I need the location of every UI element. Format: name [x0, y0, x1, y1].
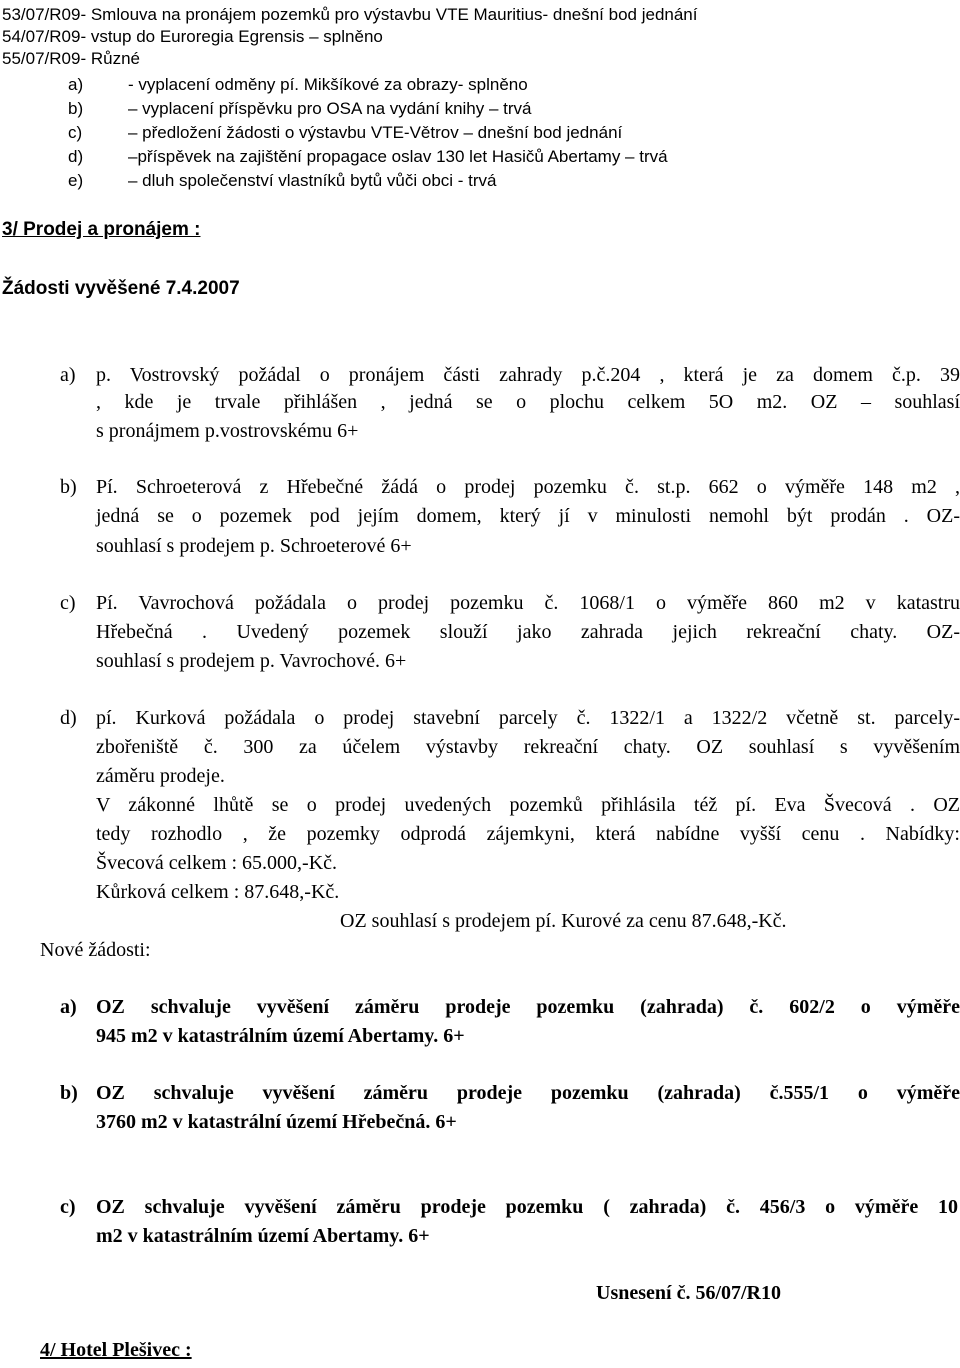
new-request-b-marker: b)	[60, 1082, 78, 1104]
misc-item-c: – předložení žádosti o výstavbu VTE-Větrov – dnešní bod jednání	[128, 123, 623, 142]
misc-marker-d: d)	[68, 147, 84, 166]
request-c-line-2: Hřebečná . Uvedený pozemek slouží jako zahrada jejich rekreační chaty. OZ-	[96, 621, 960, 643]
misc-marker-c: c)	[68, 123, 83, 142]
request-b-line-2: jedná se o pozemek pod jejím domem, který jí v minulosti nemohl být prodán . OZ-	[96, 505, 960, 527]
misc-marker-e: e)	[68, 171, 84, 190]
new-request-c-marker: c)	[60, 1196, 76, 1218]
request-d-line-4: V zákonné lhůtě se o prodej uvedených pozemků přihlásila též pí. Eva Švecová . OZ	[96, 794, 960, 816]
request-d-line-5: tedy rozhodlo , že pozemky odprodá zájemkyni, která nabídne vyšší cenu . Nabídky:	[96, 823, 960, 845]
request-a-line-2: , kde je trvale přihlášen , jedná se o plochu celkem 5O m2. OZ – souhlasí	[96, 391, 960, 413]
request-b-marker: b)	[60, 476, 77, 498]
request-d-line-6: Švecová celkem : 65.000,-Kč.	[96, 852, 338, 874]
misc-marker-a: a)	[68, 75, 84, 94]
request-c-line-1: Pí. Vavrochová požádala o prodej pozemku č. 1068/1 o výměře 860 m2 v katastru	[96, 592, 960, 614]
misc-item-b: – vyplacení příspěvku pro OSA na vydání knihy – trvá	[128, 99, 532, 118]
request-d-line-3: záměru prodeje.	[96, 765, 225, 787]
new-request-a-line-1: OZ schvaluje vyvěšení záměru prodeje pozemku (zahrada) č. 602/2 o výměře	[96, 996, 960, 1018]
new-request-b-line-2: 3760 m2 v katastrální území Hřebečná. 6+	[96, 1111, 457, 1133]
misc-item-d: –příspěvek na zajištění propagace oslav 130 let Hasičů Abertamy – trvá	[128, 147, 668, 166]
new-requests-heading: Nové žádosti:	[40, 939, 151, 961]
posted-requests-heading: Žádosti vyvěšené 7.4.2007	[2, 278, 240, 299]
section-4-heading: 4/ Hotel Plešivec :	[40, 1339, 192, 1361]
request-b-line-3: souhlasí s prodejem p. Schroeterové 6+	[96, 535, 412, 557]
new-request-a-marker: a)	[60, 996, 77, 1018]
misc-item-a: - vyplacení odměny pí. Mikšíkové za obrazy- splněno	[128, 75, 528, 94]
section-3-heading: 3/ Prodej a pronájem :	[2, 219, 201, 240]
request-d-line-1: pí. Kurková požádala o prodej stavební parcely č. 1322/1 a 1322/2 včetně st. parcely-	[96, 707, 960, 729]
resolution-number: Usnesení č. 56/07/R10	[596, 1282, 781, 1304]
misc-item-e: – dluh společenství vlastníků bytů vůči obci - trvá	[128, 171, 497, 190]
new-request-a-line-2: 945 m2 v katastrálním území Abertamy. 6+	[96, 1025, 465, 1047]
misc-marker-b: b)	[68, 99, 84, 118]
request-c-marker: c)	[60, 592, 76, 614]
request-d-line-2: zbořeniště č. 300 za účelem výstavby rekreační chaty. OZ souhlasí s vyvěšením	[96, 736, 960, 758]
new-request-c-line-2: m2 v katastrálním území Abertamy. 6+	[96, 1225, 430, 1247]
request-a-line-1: p. Vostrovský požádal o pronájem části zahrady p.č.204 , která je za domem č.p. 39	[96, 364, 960, 386]
request-b-line-1: Pí. Schroeterová z Hřebečné žádá o prodej pozemku č. st.p. 662 o výměře 148 m2 ,	[96, 476, 960, 498]
header-line-2: 54/07/R09- vstup do Euroregia Egrensis – splněno	[2, 27, 383, 46]
request-d-marker: d)	[60, 707, 77, 729]
new-request-b-line-1: OZ schvaluje vyvěšení záměru prodeje pozemku (zahrada) č.555/1 o výměře	[96, 1082, 960, 1104]
header-line-3: 55/07/R09- Různé	[2, 49, 140, 68]
request-d-line-7: Kůrková celkem : 87.648,-Kč.	[96, 881, 340, 903]
request-a-line-3: s pronájmem p.vostrovskému 6+	[96, 420, 359, 442]
request-d-line-8: OZ souhlasí s prodejem pí. Kurové za cenu 87.648,-Kč.	[340, 910, 787, 932]
header-line-1: 53/07/R09- Smlouva na pronájem pozemků pro výstavbu VTE Mauritius- dnešní bod jednání	[2, 5, 698, 24]
new-request-c-line-1: OZ schvaluje vyvěšení záměru prodeje pozemku ( zahrada) č. 456/3 o výměře 10	[96, 1196, 958, 1218]
request-c-line-3: souhlasí s prodejem p. Vavrochové. 6+	[96, 650, 407, 672]
request-a-marker: a)	[60, 364, 76, 386]
